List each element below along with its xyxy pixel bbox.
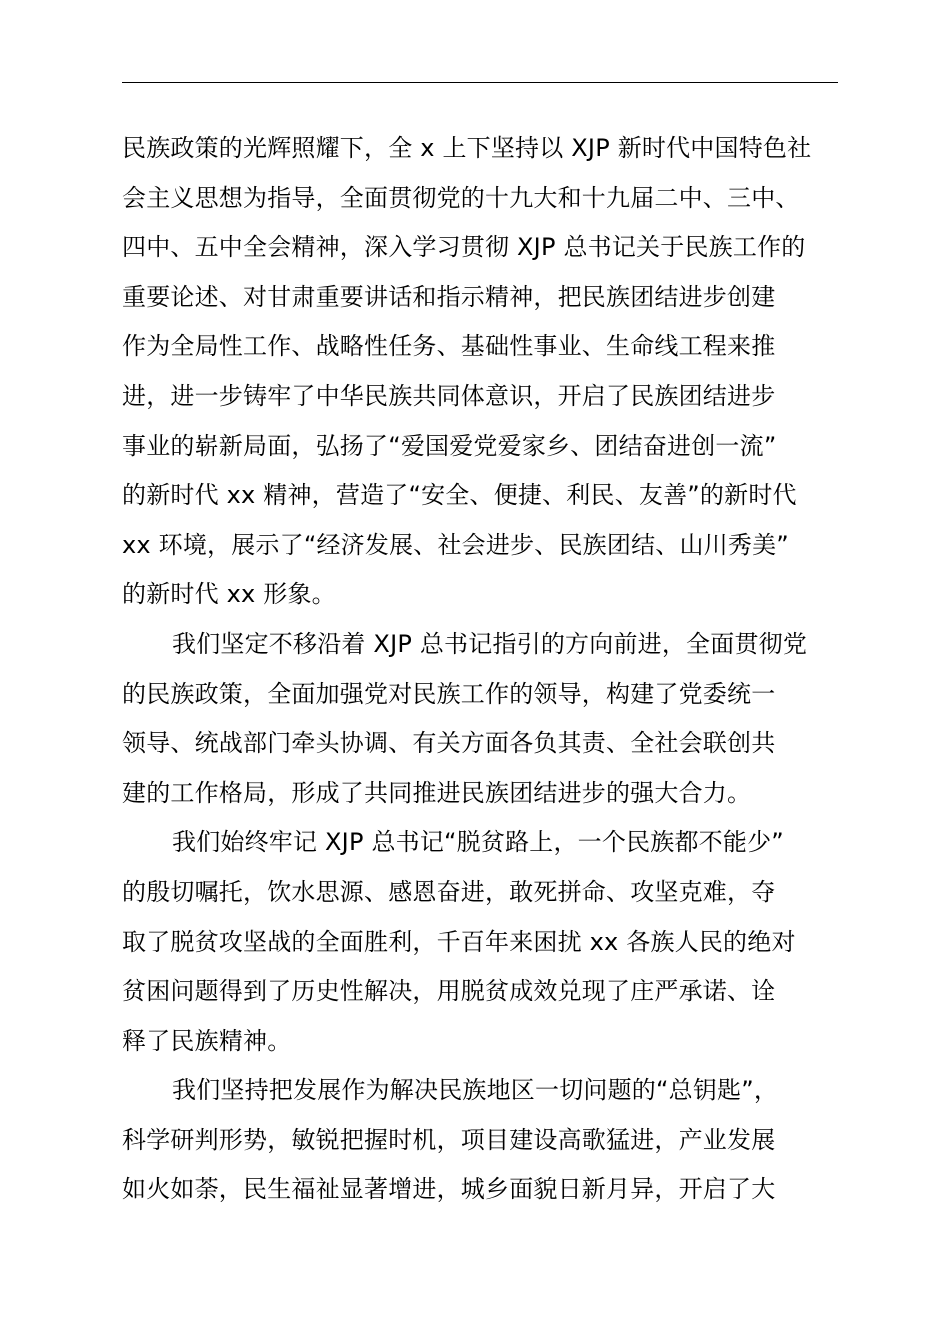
text-line: 的殷切嘱托，饮水思源、感恩奋进，敢死拼命、攻坚克难，夺	[122, 877, 776, 906]
header-rule	[122, 82, 838, 83]
text-line: 领导、统战部门牵头协调、有关方面各负其责、全社会联创共	[122, 729, 776, 758]
text-line: 的民族政策，全面加强党对民族工作的领导，构建了党委统一	[122, 679, 776, 708]
text-line: 取了脱贫攻坚战的全面胜利，千百年来困扰 xx 各族人民的绝对	[122, 927, 796, 956]
text-line: xx 环境，展示了“经济发展、社会进步、民族团结、山川秀美”	[122, 530, 789, 559]
body-text	[122, 124, 838, 1215]
paragraph-first-line: 我们始终牢记 XJP 总书记“脱贫路上，一个民族都不能少”	[172, 828, 784, 857]
text-line: 事业的崭新局面，弘扬了“爱国爱党爱家乡、团结奋进创一流”	[122, 431, 777, 460]
text-line: 如火如荼，民生福祉显著增进，城乡面貌日新月异，开启了大	[122, 1175, 776, 1204]
text-line: 进，进一步铸牢了中华民族共同体意识，开启了民族团结进步	[122, 381, 776, 410]
paragraph-first-line: 我们坚定不移沿着 XJP 总书记指引的方向前进，全面贯彻党	[172, 629, 808, 658]
text-line: 科学研判形势，敏锐把握时机，项目建设高歌猛进，产业发展	[122, 1125, 776, 1154]
text-line: 民族政策的光辉照耀下，全 x 上下坚持以 XJP 新时代中国特色社	[122, 134, 812, 162]
text-line: 重要论述、对甘肃重要讲话和指示精神，把民族团结进步创建	[122, 282, 776, 311]
text-line: 四中、五中全会精神，深入学习贯彻 XJP 总书记关于民族工作的	[122, 233, 806, 262]
paragraph-first-line: 我们坚持把发展作为解决民族地区一切问题的“总钥匙”，	[172, 1076, 779, 1105]
text-line: 建的工作格局，形成了共同推进民族团结进步的强大合力。	[122, 778, 752, 807]
text-line: 贫困问题得到了历史性解决，用脱贫成效兑现了庄严承诺、诠	[122, 977, 776, 1006]
text-line: 的新时代 xx 精神，营造了“安全、便捷、利民、友善”的新时代	[122, 481, 797, 510]
text-line: 的新时代 xx 形象。	[122, 580, 336, 609]
text-line: 作为全局性工作、战略性任务、基础性事业、生命线工程来推	[122, 332, 776, 361]
text-line: 会主义思想为指导，全面贯彻党的十九大和十九届二中、三中、	[122, 183, 800, 212]
text-line: 释了民族精神。	[122, 1026, 292, 1055]
